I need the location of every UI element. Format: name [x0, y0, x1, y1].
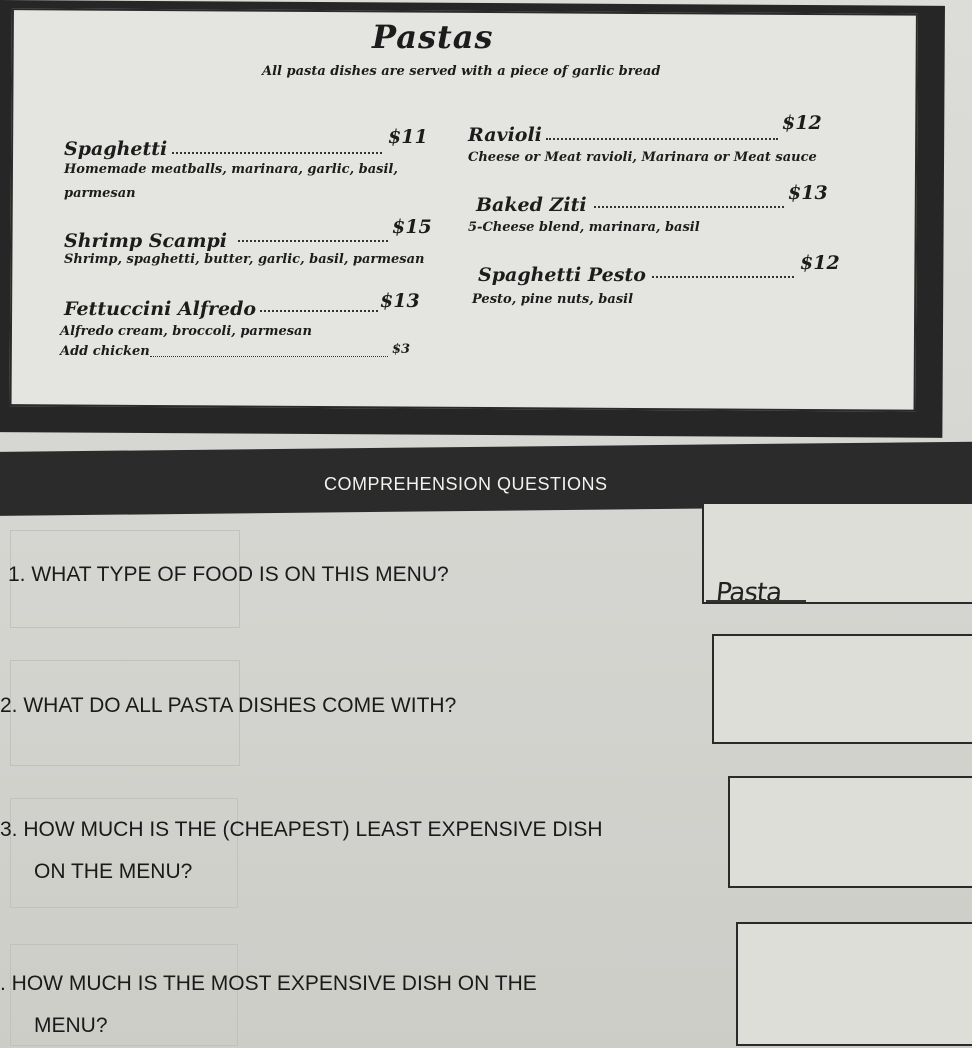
dot-leader: [594, 206, 784, 208]
menu-item-name: Fettuccini Alfredo: [64, 298, 257, 320]
menu-item-price: $13: [788, 182, 828, 204]
menu-item-name: Spaghetti: [64, 138, 168, 160]
answer-1: Pasta: [714, 578, 783, 608]
menu-item-name: Shrimp Scampi: [64, 230, 227, 252]
menu-item-desc: parmesan: [64, 186, 136, 201]
question-1: 1. WHAT TYPE OF FOOD IS ON THIS MENU?: [8, 563, 449, 586]
menu-item-price: $12: [800, 252, 840, 274]
question-4-line1: . HOW MUCH IS THE MOST EXPENSIVE DISH ON THE: [0, 972, 537, 995]
menu-item-desc: Pesto, pine nuts, basil: [472, 292, 634, 307]
menu-item-desc: Shrimp, spaghetti, butter, garlic, basil, parmesan: [64, 252, 425, 267]
menu-subtitle: All pasta dishes are served with a piece of garlic bread: [262, 64, 661, 79]
bleed-through-box: [10, 798, 238, 908]
answer-box-4[interactable]: [736, 922, 972, 1046]
menu-item-desc: Cheese or Meat ravioli, Marinara or Meat sauce: [468, 150, 817, 165]
dot-leader: [260, 310, 378, 312]
answer-underline: [706, 600, 806, 602]
menu-item-price: $13: [380, 290, 420, 312]
question-3-line2: ON THE MENU?: [34, 860, 193, 883]
dot-leader: [546, 138, 778, 140]
menu-item-price: $15: [392, 216, 432, 238]
addon-price: $3: [392, 342, 411, 357]
question-4-line2: MENU?: [34, 1014, 108, 1037]
menu-item-name: Baked Ziti: [476, 194, 587, 216]
menu-item-desc: 5-Cheese blend, marinara, basil: [468, 220, 700, 235]
menu-item-desc: Alfredo cream, broccoli, parmesan: [60, 324, 312, 339]
dot-leader: [238, 240, 388, 242]
menu-item-desc: Homemade meatballs, marinara, garlic, basil,: [64, 162, 398, 177]
dot-leader: [652, 276, 794, 278]
dot-leader: [150, 356, 388, 357]
answer-box-3[interactable]: [728, 776, 972, 888]
section-heading: COMPREHENSION QUESTIONS: [324, 474, 608, 494]
menu-item-name: Spaghetti Pesto: [478, 264, 646, 286]
addon-label: Add chicken: [60, 344, 150, 359]
menu-title: Pastas: [372, 18, 494, 56]
answer-box-2[interactable]: [712, 634, 972, 744]
question-2: 2. WHAT DO ALL PASTA DISHES COME WITH?: [0, 694, 457, 717]
question-3-line1: 3. HOW MUCH IS THE (CHEAPEST) LEAST EXPENSIVE DISH: [0, 818, 603, 841]
menu-item-price: $12: [782, 112, 822, 134]
menu-item-price: $11: [388, 126, 428, 148]
menu-item-name: Ravioli: [468, 124, 542, 146]
dot-leader: [172, 152, 382, 154]
